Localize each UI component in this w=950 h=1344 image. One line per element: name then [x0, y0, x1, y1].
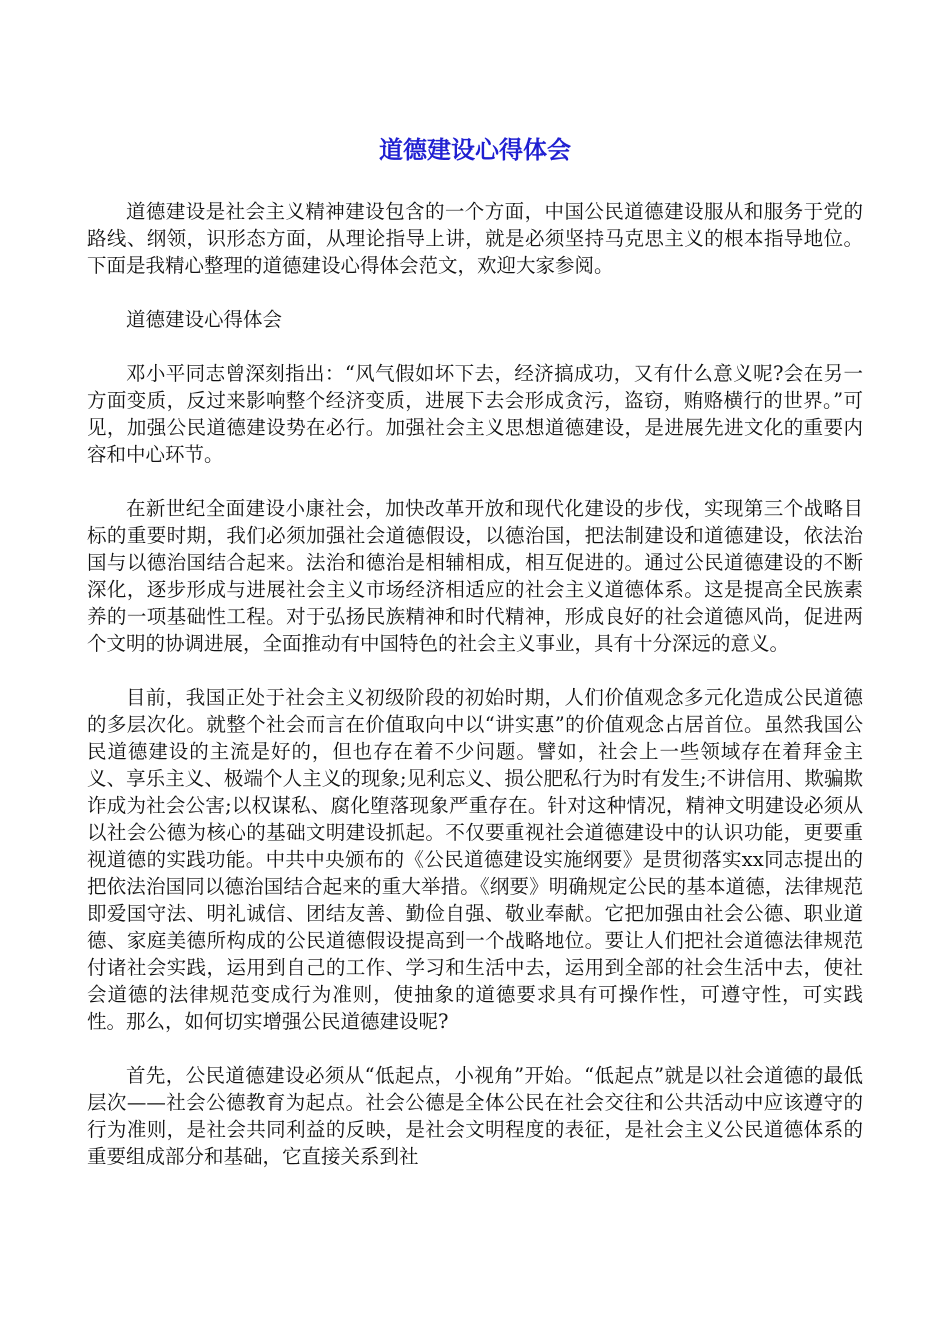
document-title: 道德建设心得体会	[379, 136, 571, 164]
body-paragraph: 目前，我国正处于社会主义初级阶段的初始时期，人们价值观念多元化造成公民道德的多层次化。就整个社会而言在价值取向中以“讲实惠”的价值观念占居首位。虽然我国公民道德建设的主流是好的，但也存在着不少问题。譬如，社会上一些领域存在着拜金主义、享乐主义、极端个人主义的现象;见利忘义、损公肥私行为时有发生;不讲信用、欺骗欺诈成为社会公害;以权谋私、腐化堕落现象严重存在。针对这种情况，精神文明建设必须从以社会公德为核心的基础文明建设抓起。不仅要重视社会道德建设中的认识功能，更要重视道德的实践功能。中共中央颁布的《公民道德建设实施纲要》是贯彻落实xx同志提出的把依法治国同以德治国结合起来的重大举措。《纲要》明确规定公民的基本道德，法律规范即爱国守法、明礼诚信、团结友善、勤俭自强、敬业奉献。它把加强由社会公德、职业道德、家庭美德所构成的公民道德假设提高到一个战略地位。要让人们把社会道德法律规范付诸社会实践，运用到自己的工作、学习和生活中去，运用到全部的社会生活中去，使社会道德的法律规范变成行为准则，使抽象的道德要求具有可操作性，可遵守性，可实践性。那么，如何切实增强公民道德建设呢?	[87, 686, 863, 1033]
body-paragraph: 首先，公民道德建设必须从“低起点，小视角”开始。“低起点”就是以社会道德的最低层次——社会公德教育为起点。社会公德是全体公民在社会交往和公共活动中应该遵守的行为准则，是社会共同利益的反映，是社会文明程度的表征，是社会主义公民道德体系的重要组成部分和基础，它直接关系到社	[87, 1064, 863, 1168]
body-paragraph: 邓小平同志曾深刻指出：“风气假如坏下去，经济搞成功，又有什么意义呢?会在另一方面变质，反过来影响整个经济变质，进展下去会形成贪污，盗窃，贿赂横行的世界。”可见，加强公民道德建设势在必行。加强社会主义思想道德建设，是进展先进文化的重要内容和中心环节。	[87, 362, 863, 466]
section-heading: 道德建设心得体会	[126, 308, 283, 331]
body-paragraph: 在新世纪全面建设小康社会，加快改革开放和现代化建设的步伐，实现第三个战略目标的重要时期，我们必须加强社会道德假设，以德治国，把法制建设和道德建设，依法治国与以德治国结合起来。法治和德治是相辅相成，相互促进的。通过公民道德建设的不断深化，逐步形成与进展社会主义市场经济相适应的社会主义道德体系。这是提高全民族素养的一项基础性工程。对于弘扬民族精神和时代精神，形成良好的社会道德风尚，促进两个文明的协调进展，全面推动有中国特色的社会主义事业，具有十分深远的意义。	[87, 497, 863, 655]
intro-paragraph: 道德建设是社会主义精神建设包含的一个方面，中国公民道德建设服从和服务于党的路线、纲领，识形态方面，从理论指导上讲，就是必须坚持马克思主义的根本指导地位。下面是我精心整理的道德建设心得体会范文，欢迎大家参阅。	[87, 200, 863, 277]
document-body	[87, 198, 863, 1197]
